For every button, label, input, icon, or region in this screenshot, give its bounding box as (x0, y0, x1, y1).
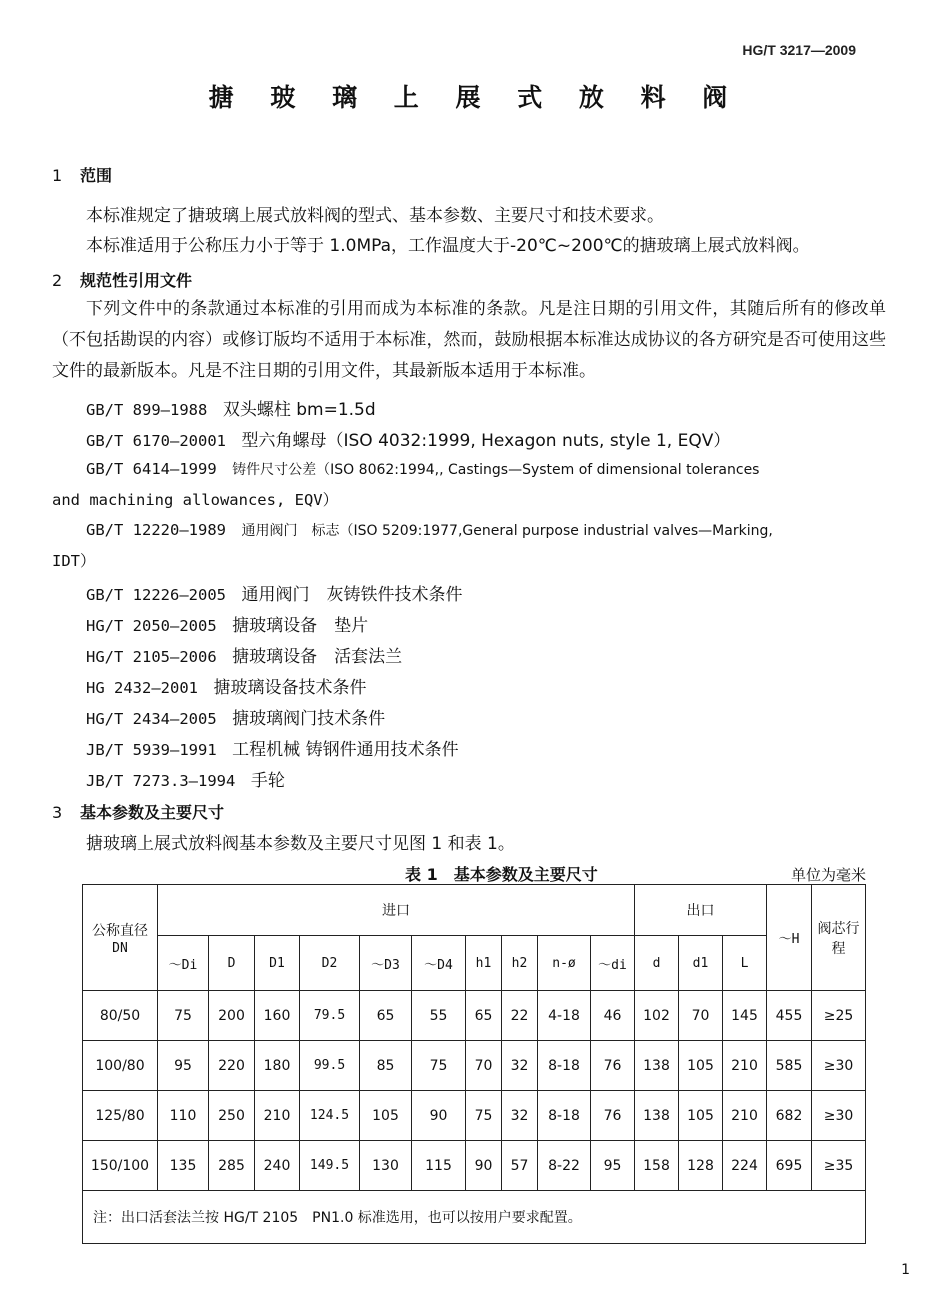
header-outlet-group: 出口 (635, 885, 767, 936)
cell: 80/50 (83, 991, 158, 1041)
cell: 128 (679, 1141, 723, 1191)
cell: 285 (209, 1141, 255, 1191)
table-row (83, 1041, 866, 1091)
cell: ≥30 (812, 1091, 866, 1141)
ref-item: GB/T 12226—2005 通用阀门 灰铸铁件技术条件 (86, 585, 463, 605)
cell: 180 (255, 1041, 300, 1091)
col-header: h2 (502, 936, 538, 991)
cell: 95 (591, 1141, 635, 1191)
cell: 90 (412, 1091, 466, 1141)
cell: 76 (591, 1091, 635, 1141)
col-header: ～di (591, 936, 635, 991)
cell: 149.5 (300, 1141, 360, 1191)
header-dn: 公称直径 DN (83, 885, 158, 991)
cell: 210 (723, 1091, 767, 1141)
scope-line-1: 本标准规定了搪玻璃上展式放料阀的型式、基本参数、主要尺寸和技术要求。 (86, 206, 664, 226)
cell: 695 (767, 1141, 812, 1191)
cell: 224 (723, 1141, 767, 1191)
cell: 22 (502, 991, 538, 1041)
cell: 70 (466, 1041, 502, 1091)
cell: 70 (679, 991, 723, 1041)
table-unit: 单位为毫米 (790, 866, 866, 884)
cell: 124.5 (300, 1091, 360, 1141)
col-header: D2 (300, 936, 360, 991)
cell: 4-18 (538, 991, 591, 1041)
page-number: 1 (901, 1262, 910, 1278)
header-stroke: 阀芯行程 (812, 885, 866, 991)
cell: 455 (767, 991, 812, 1041)
cell: 145 (723, 991, 767, 1041)
cell: 105 (679, 1091, 723, 1141)
cell: 32 (502, 1091, 538, 1141)
cell: 200 (209, 991, 255, 1041)
cell: 8-18 (538, 1091, 591, 1141)
cell: ≥30 (812, 1041, 866, 1091)
col-header: ～D4 (412, 936, 466, 991)
ref-item: HG/T 2050—2005 搪玻璃设备 垫片 (86, 616, 369, 636)
cell: 100/80 (83, 1041, 158, 1091)
cell: 105 (360, 1091, 412, 1141)
col-header: D1 (255, 936, 300, 991)
col-header: D (209, 936, 255, 991)
page-title: 搪 玻 璃 上 展 式 放 料 阀 (208, 83, 742, 112)
params-intro: 搪玻璃上展式放料阀基本参数及主要尺寸见图 1 和表 1。 (86, 834, 515, 854)
cell: 46 (591, 991, 635, 1041)
table-row (83, 1141, 866, 1191)
parameters-table (82, 884, 866, 1244)
cell: 158 (635, 1141, 679, 1191)
ref-item: JB/T 5939—1991 工程机械 铸钢件通用技术条件 (86, 740, 459, 760)
cell: ≥35 (812, 1141, 866, 1191)
cell: 115 (412, 1141, 466, 1191)
cell: 220 (209, 1041, 255, 1091)
ref-item: GB/T 6170—20001 型六角螺母（ISO 4032:1999, Hexagon nuts, style 1, EQV） (86, 431, 731, 451)
table-caption: 表 1 基本参数及主要尺寸 (405, 865, 598, 884)
cell: 65 (360, 991, 412, 1041)
col-header: d1 (679, 936, 723, 991)
cell: 150/100 (83, 1141, 158, 1191)
scope-line-2: 本标准适用于公称压力小于等于 1.0MPa，工作温度大于-20℃~200℃的搪玻璃上展式放料阀。 (86, 236, 810, 256)
cell: 210 (255, 1091, 300, 1141)
cell: 585 (767, 1041, 812, 1091)
ref-item: GB/T 6414—1999 铸件尺寸公差（ISO 8062:1994,, Castings—System of dimensional tolerances (86, 460, 760, 478)
col-header: ～D3 (360, 936, 412, 991)
cell: 32 (502, 1041, 538, 1091)
cell: 57 (502, 1141, 538, 1191)
ref-item: HG/T 2434—2005 搪玻璃阀门技术条件 (86, 709, 386, 729)
cell: 160 (255, 991, 300, 1041)
cell: 95 (158, 1041, 209, 1091)
cell: 682 (767, 1091, 812, 1141)
ref-item-continuation: and machining allowances, EQV） (52, 491, 339, 509)
col-header: L (723, 936, 767, 991)
ref-item: GB/T 12220—1989 通用阀门 标志（ISO 5209:1977,General purpose industrial valves—Marking, (86, 521, 773, 539)
ref-item: JB/T 7273.3—1994 手轮 (86, 771, 285, 791)
cell: 75 (412, 1041, 466, 1091)
cell: 65 (466, 991, 502, 1041)
ref-item: HG 2432—2001 搪玻璃设备技术条件 (86, 678, 367, 698)
cell: 125/80 (83, 1091, 158, 1141)
col-header: ～Di (158, 936, 209, 991)
cell: 90 (466, 1141, 502, 1191)
cell: 210 (723, 1041, 767, 1091)
cell: ≥25 (812, 991, 866, 1041)
table-row (83, 991, 866, 1041)
cell: 99.5 (300, 1041, 360, 1091)
cell: 135 (158, 1141, 209, 1191)
cell: 110 (158, 1091, 209, 1141)
cell: 55 (412, 991, 466, 1041)
cell: 138 (635, 1041, 679, 1091)
table-row (83, 1091, 866, 1141)
cell: 76 (591, 1041, 635, 1091)
standard-number: HG/T 3217—2009 (742, 42, 856, 58)
cell: 105 (679, 1041, 723, 1091)
cell: 79.5 (300, 991, 360, 1041)
cell: 240 (255, 1141, 300, 1191)
cell: 8-18 (538, 1041, 591, 1091)
refs-intro-paragraph: 下列文件中的条款通过本标准的引用而成为本标准的条款。凡是注日期的引用文件，其随后所有的修改单（不包括勘误的内容）或修订版均不适用于本标准，然而，鼓励根据本标准达成协议的各方研究是否可使用这些文件的最新版本。凡是不注日期的引用文件，其最新版本适用于本标准。 (52, 299, 886, 381)
header-inlet-group: 进口 (158, 885, 635, 936)
cell: 75 (466, 1091, 502, 1141)
col-header: d (635, 936, 679, 991)
table-note: 注：出口活套法兰按 HG/T 2105 PN1.0 标准选用，也可以按用户要求配置。 (83, 1191, 866, 1244)
ref-item-continuation: IDT） (52, 552, 96, 570)
col-header: h1 (466, 936, 502, 991)
cell: 250 (209, 1091, 255, 1141)
section-2-heading: 2 规范性引用文件 (52, 271, 193, 290)
cell: 8-22 (538, 1141, 591, 1191)
section-1-heading: 1 范围 (52, 166, 113, 185)
col-header: n-ø (538, 936, 591, 991)
cell: 138 (635, 1091, 679, 1141)
header-H: ～H (767, 885, 812, 991)
ref-item: HG/T 2105—2006 搪玻璃设备 活套法兰 (86, 647, 403, 667)
cell: 102 (635, 991, 679, 1041)
cell: 75 (158, 991, 209, 1041)
cell: 130 (360, 1141, 412, 1191)
section-3-heading: 3 基本参数及主要尺寸 (52, 803, 225, 822)
ref-item: GB/T 899—1988 双头螺柱 bm=1.5d (86, 400, 376, 420)
cell: 85 (360, 1041, 412, 1091)
